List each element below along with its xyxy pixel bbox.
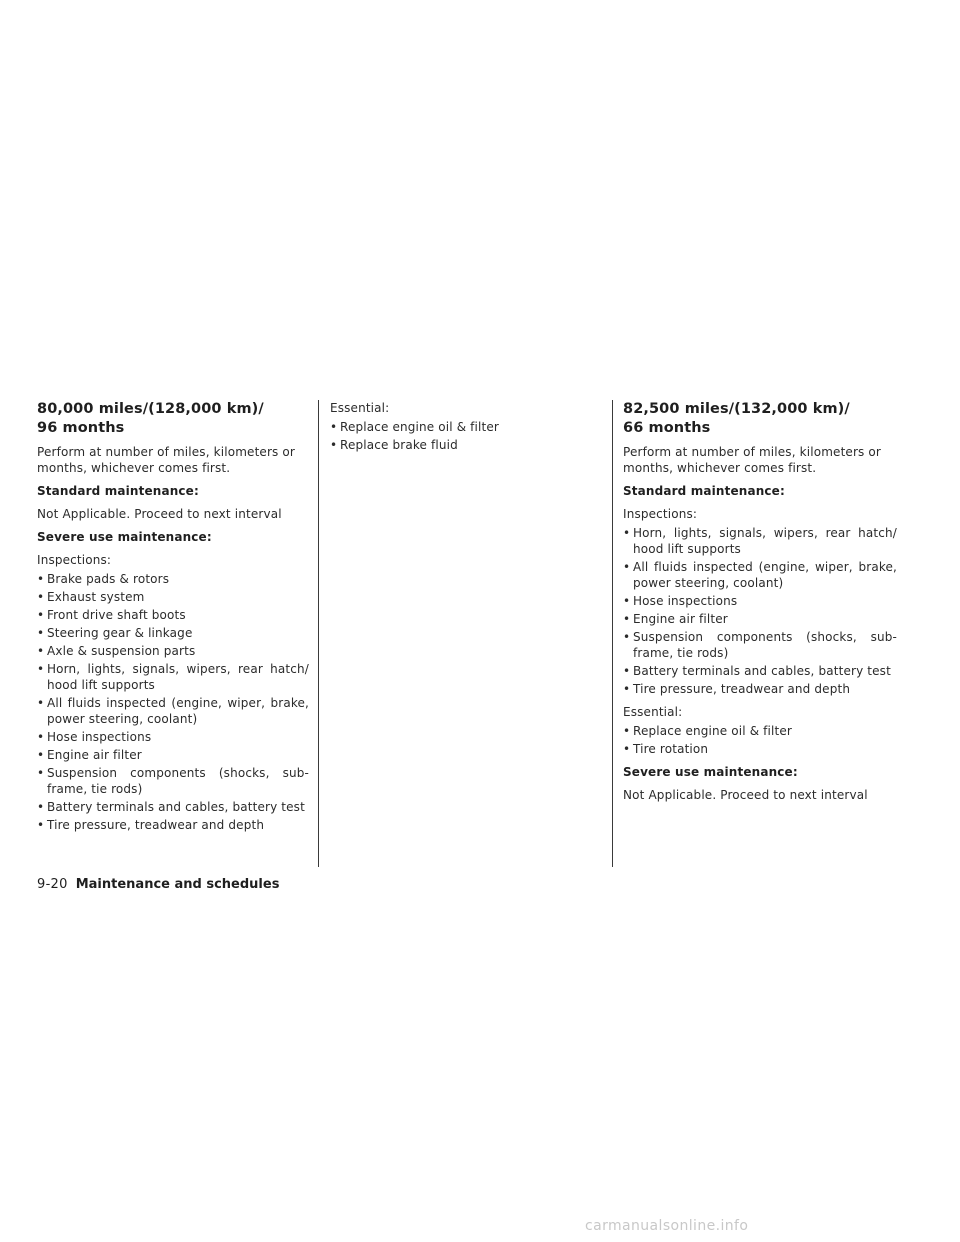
bullet-icon: • <box>37 626 45 640</box>
list-item-text: All fluids inspected (engine, wiper, brake, power steering, coolant) <box>633 560 897 590</box>
list-item-text: Axle & suspension parts <box>47 644 196 658</box>
bullet-icon: • <box>623 526 631 540</box>
list-item-text: Brake pads & rotors <box>47 572 170 586</box>
section-82500-miles <box>623 400 897 810</box>
list-item <box>37 625 309 641</box>
bullet-icon: • <box>37 818 45 832</box>
list-item <box>37 643 309 659</box>
list-item-text: Battery terminals and cables, battery test <box>47 800 305 814</box>
list-item <box>37 607 309 623</box>
severe-maintenance-heading: Severe use maintenance: <box>37 530 212 544</box>
section-title <box>37 400 309 438</box>
list-item <box>37 589 309 605</box>
essential-list <box>623 723 897 757</box>
list-item-text: Tire rotation <box>633 742 709 756</box>
bullet-icon: • <box>330 438 338 452</box>
bullet-icon: • <box>623 742 631 756</box>
list-item <box>623 663 897 679</box>
essential-list <box>330 419 602 453</box>
title-line: 82,500 miles/(132,000 km)/ <box>623 401 850 417</box>
bullet-icon: • <box>37 730 45 744</box>
page-number: 9-20 <box>37 877 68 892</box>
bullet-icon: • <box>37 748 45 762</box>
column-divider <box>318 400 319 867</box>
watermark: carmanualsonline.info <box>585 1218 749 1234</box>
list-item-text: Suspension components (shocks, sub- frame, tie rods) <box>633 630 897 660</box>
bullet-icon: • <box>623 612 631 626</box>
title-line: 96 months <box>37 420 125 436</box>
section-title-footer: Maintenance and schedules <box>75 877 280 892</box>
inspections-list <box>623 525 897 697</box>
bullet-icon: • <box>623 724 631 738</box>
severe-maintenance-heading: Severe use maintenance: <box>623 765 798 779</box>
list-item <box>623 681 897 697</box>
bullet-icon: • <box>623 664 631 678</box>
bullet-icon: • <box>37 608 45 622</box>
list-item <box>37 661 309 693</box>
standard-maintenance-heading: Standard maintenance: <box>623 484 785 498</box>
list-item-text: Exhaust system <box>47 590 145 604</box>
list-item-text: Hose inspections <box>47 730 152 744</box>
bullet-icon: • <box>623 594 631 608</box>
standard-maintenance-heading: Standard maintenance: <box>37 484 199 498</box>
list-item <box>623 723 897 739</box>
list-item-text: Engine air filter <box>633 612 728 626</box>
bullet-icon: • <box>37 644 45 658</box>
list-item <box>37 729 309 745</box>
bullet-icon: • <box>623 630 631 644</box>
list-item <box>37 817 309 833</box>
column-divider <box>612 400 613 867</box>
essential-label: Essential: <box>330 401 390 415</box>
bullet-icon: • <box>623 682 631 696</box>
intro-text: Perform at number of miles, kilometers or months, whichever comes first. <box>623 445 881 475</box>
list-item <box>37 571 309 587</box>
bullet-icon: • <box>330 420 338 434</box>
list-item-text: Steering gear & linkage <box>47 626 193 640</box>
bullet-icon: • <box>37 590 45 604</box>
list-item <box>330 437 602 453</box>
essential-label: Essential: <box>623 705 683 719</box>
list-item-text: Replace engine oil & filter <box>633 724 792 738</box>
severe-maintenance-text: Not Applicable. Proceed to next interval <box>623 788 868 802</box>
section-80000-miles-continued <box>330 400 602 460</box>
inspections-list <box>37 571 309 833</box>
list-item <box>37 695 309 727</box>
bullet-icon: • <box>37 696 45 710</box>
list-item <box>623 525 897 557</box>
bullet-icon: • <box>623 560 631 574</box>
list-item <box>37 765 309 797</box>
list-item-text: Replace brake fluid <box>340 438 458 452</box>
standard-maintenance-text: Not Applicable. Proceed to next interval <box>37 507 282 521</box>
list-item <box>330 419 602 435</box>
list-item-text: Horn, lights, signals, wipers, rear hatch/ hood lift supports <box>633 526 897 556</box>
list-item-text: Replace engine oil & filter <box>340 420 499 434</box>
title-line: 66 months <box>623 420 711 436</box>
list-item-text: Suspension components (shocks, sub- frame, tie rods) <box>47 766 309 796</box>
inspections-label: Inspections: <box>37 553 112 567</box>
page-footer <box>37 876 279 894</box>
list-item-text: Tire pressure, treadwear and depth <box>47 818 265 832</box>
bullet-icon: • <box>37 800 45 814</box>
bullet-icon: • <box>37 766 45 780</box>
bullet-icon: • <box>37 572 45 586</box>
bullet-icon: • <box>37 662 45 676</box>
list-item <box>623 741 897 757</box>
section-title <box>623 400 897 438</box>
list-item-text: Hose inspections <box>633 594 738 608</box>
list-item <box>37 799 309 815</box>
list-item <box>623 611 897 627</box>
list-item-text: All fluids inspected (engine, wiper, brake, power steering, coolant) <box>47 696 309 726</box>
list-item <box>37 747 309 763</box>
list-item-text: Horn, lights, signals, wipers, rear hatch/ hood lift supports <box>47 662 309 692</box>
list-item-text: Battery terminals and cables, battery test <box>633 664 891 678</box>
inspections-label: Inspections: <box>623 507 698 521</box>
section-80000-miles <box>37 400 309 840</box>
list-item-text: Engine air filter <box>47 748 142 762</box>
title-line: 80,000 miles/(128,000 km)/ <box>37 401 264 417</box>
list-item <box>623 629 897 661</box>
list-item <box>623 559 897 591</box>
list-item-text: Tire pressure, treadwear and depth <box>633 682 851 696</box>
intro-text: Perform at number of miles, kilometers or months, whichever comes first. <box>37 445 295 475</box>
list-item-text: Front drive shaft boots <box>47 608 186 622</box>
list-item <box>623 593 897 609</box>
